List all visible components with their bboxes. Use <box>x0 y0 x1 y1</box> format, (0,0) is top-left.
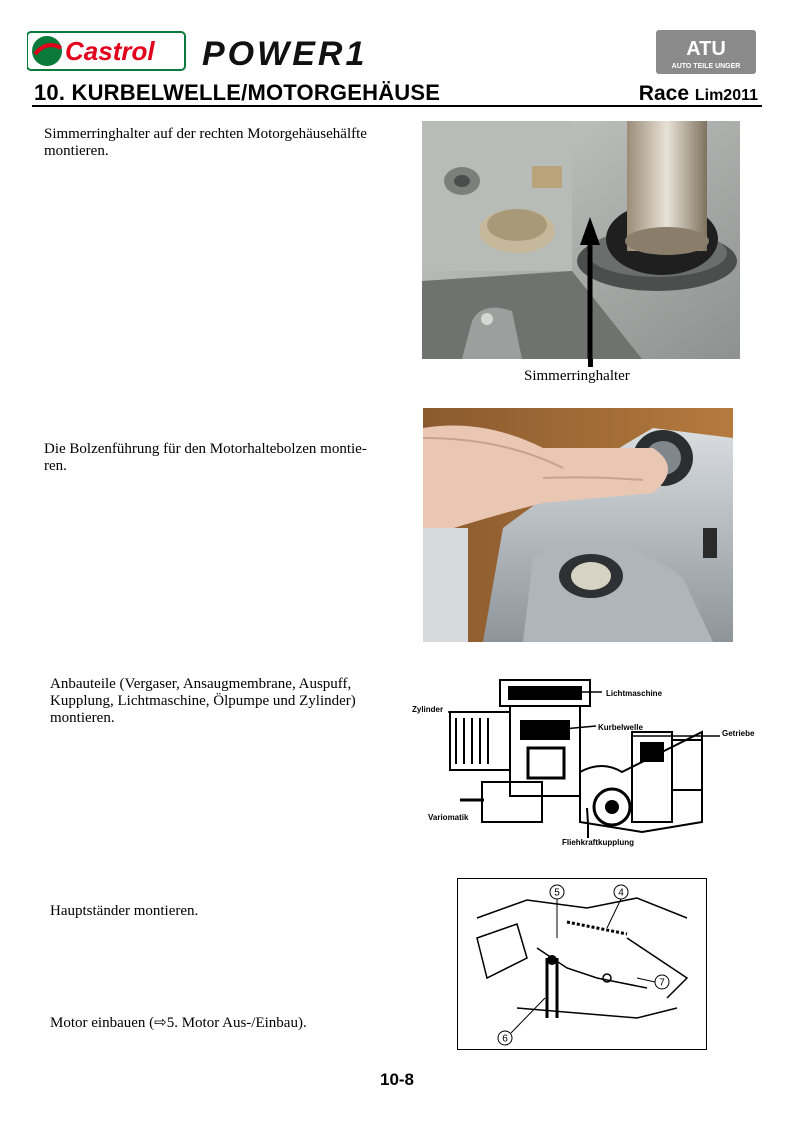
step-2-text: Die Bolzenführung für den Motorhaltebolzen montie-ren. <box>44 441 367 474</box>
race-label <box>639 82 758 106</box>
caption-seal-holder: Simmerringhalter <box>524 368 630 384</box>
atu-logo <box>656 30 756 74</box>
photo-bolt-guide <box>423 408 733 642</box>
label-lichtmaschine: Lichtmaschine <box>606 689 663 698</box>
header-rule <box>32 105 762 107</box>
power1-logo-text: POWER1 <box>202 35 368 72</box>
label-getriebe: Getriebe <box>722 729 755 738</box>
diagram-main-stand <box>457 878 707 1050</box>
page-number: 10-8 <box>379 1070 415 1089</box>
label-7: 7 <box>659 977 665 989</box>
section-title: 10. KURBELWELLE/MOTORGEHÄUSE <box>34 80 441 105</box>
label-4: 4 <box>618 887 624 899</box>
diagram-engine-parts <box>412 672 772 852</box>
atu-logo-subtitle: AUTO TEILE UNGER <box>671 63 741 70</box>
race-suffix: Lim2011 <box>694 87 758 104</box>
label-kurbelwelle: Kurbelwelle <box>598 723 643 732</box>
step-4-text: Hauptständer montieren. <box>50 903 199 919</box>
label-6: 6 <box>502 1033 508 1045</box>
label-variomatik: Variomatik <box>428 813 469 822</box>
step-1-text: Simmerringhalter auf der rechten Motorgehäusehälfte montieren. <box>44 126 367 159</box>
label-5: 5 <box>554 887 560 899</box>
label-fliehkraftkupplung: Fliehkraftkupplung <box>562 838 634 847</box>
atu-logo-text: ATU <box>686 38 726 60</box>
power1-logo <box>200 32 390 72</box>
step-3-text: Anbauteile (Vergaser, Ansaugmembrane, Auspuff, Kupplung, Lichtmaschine, Ölpumpe und Zylinder) montieren. <box>50 676 356 726</box>
castrol-logo <box>27 30 187 72</box>
race-word: Race <box>638 82 689 105</box>
step-5-text <box>50 1015 410 1032</box>
photo-seal-holder <box>422 121 740 359</box>
label-zylinder: Zylinder <box>412 705 444 714</box>
step-5-suffix: 5. Motor Aus-/Einbau). <box>166 1015 307 1031</box>
step-5-prefix: Motor einbauen ( <box>50 1015 155 1031</box>
arrow-right-icon: ⇨ <box>154 1015 167 1031</box>
castrol-logo-text: Castrol <box>65 36 155 66</box>
arrow-tail <box>588 359 593 367</box>
